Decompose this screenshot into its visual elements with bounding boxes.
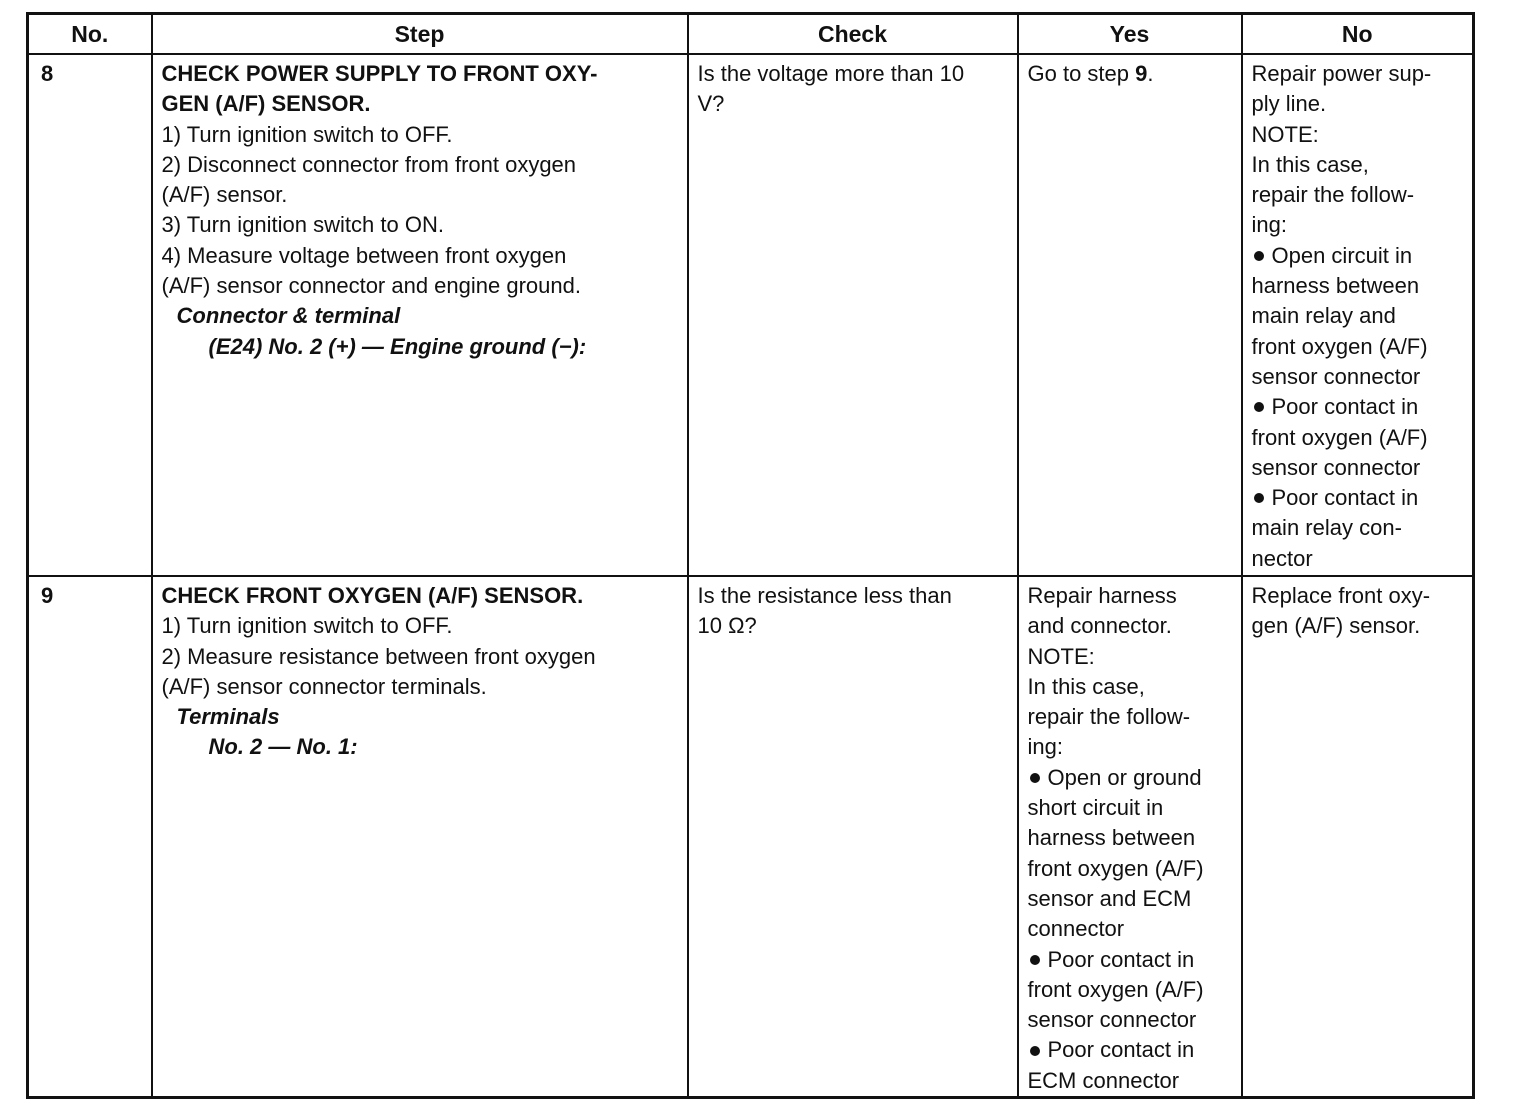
bullet-text: Poor contact in — [1271, 394, 1419, 420]
step-instruction: 3) Turn ignition switch to ON. — [161, 212, 444, 238]
yes-cell — [1018, 576, 1242, 1098]
header-step: Step — [152, 14, 688, 55]
yes-text: NOTE: — [1027, 643, 1095, 669]
yes-text: repair the follow- — [1027, 704, 1191, 730]
bullet-item — [1028, 945, 1233, 975]
table-row — [28, 576, 1474, 1098]
spec-label: Connector & terminal — [176, 303, 401, 329]
step-instruction: 4) Measure voltage between front oxygen — [161, 242, 567, 268]
bullet-text: connector — [1027, 916, 1125, 942]
step-cell — [152, 576, 688, 1098]
step-number: 9 — [41, 583, 54, 608]
diagnostic-table — [26, 12, 1475, 1099]
step-title: GEN (A/F) SENSOR. — [161, 91, 371, 117]
no-cell — [1242, 54, 1474, 576]
step-instruction: (A/F) sensor. — [161, 182, 288, 208]
yes-suffix: . — [1147, 61, 1154, 86]
table-header-row — [28, 14, 1474, 55]
spec-label: Terminals — [176, 704, 280, 730]
bullet-text: Open or ground — [1047, 764, 1202, 790]
bullet-text: sensor connector — [1027, 1007, 1197, 1033]
yes-text: Repair harness — [1027, 583, 1177, 608]
yes-step-ref: 9 — [1135, 61, 1148, 86]
bullet-text: main relay and — [1251, 303, 1396, 329]
step-instruction: 2) Disconnect connector from front oxygen — [161, 151, 577, 177]
check-cell — [688, 54, 1018, 576]
bullet-text: harness between — [1027, 825, 1196, 851]
bullet-text: short circuit in — [1027, 795, 1164, 821]
check-text: Is the voltage more than 10 — [697, 61, 965, 86]
check-text: 10 Ω? — [697, 613, 757, 639]
bullet-text: front oxygen (A/F) — [1251, 424, 1428, 450]
yes-text: ing: — [1027, 734, 1063, 760]
no-text: In this case, — [1251, 151, 1369, 177]
header-check: Check — [688, 14, 1018, 55]
no-text: NOTE: — [1251, 121, 1319, 147]
step-instruction: 1) Turn ignition switch to OFF. — [161, 121, 453, 147]
bullet-text: front oxygen (A/F) — [1027, 855, 1204, 881]
yes-text: In this case, — [1027, 673, 1145, 699]
bullet-text: front oxygen (A/F) — [1027, 976, 1204, 1002]
step-instruction: (A/F) sensor connector and engine ground. — [161, 273, 581, 299]
bullet-text: sensor connector — [1251, 454, 1421, 480]
yes-text: and connector. — [1027, 613, 1172, 639]
no-text: ing: — [1251, 212, 1287, 238]
yes-cell — [1018, 54, 1242, 576]
check-text: V? — [697, 91, 725, 117]
bullet-text: Poor contact in — [1047, 946, 1195, 972]
step-instruction: (A/F) sensor connector terminals. — [161, 673, 487, 699]
bullet-item — [1252, 392, 1465, 422]
bullet-item — [1252, 241, 1465, 271]
step-title: CHECK POWER SUPPLY TO FRONT OXY- — [161, 61, 598, 86]
no-text: repair the follow- — [1251, 182, 1415, 208]
table-row — [28, 54, 1474, 576]
bullet-text: ECM connector — [1027, 1067, 1180, 1093]
header-no-result: No — [1242, 14, 1474, 55]
bullet-icon — [1030, 955, 1040, 965]
step-instruction: 2) Measure resistance between front oxygen — [161, 643, 596, 669]
check-cell — [688, 576, 1018, 1098]
bullet-text: Poor contact in — [1271, 485, 1419, 511]
no-cell — [1242, 576, 1474, 1098]
bullet-icon — [1030, 773, 1040, 783]
bullet-item — [1252, 483, 1465, 513]
no-text: Replace front oxy- — [1251, 583, 1431, 608]
bullet-text: sensor and ECM — [1027, 885, 1192, 911]
bullet-text: front oxygen (A/F) — [1251, 333, 1428, 359]
no-text: gen (A/F) sensor. — [1251, 613, 1421, 639]
step-title: CHECK FRONT OXYGEN (A/F) SENSOR. — [161, 583, 584, 608]
bullet-icon — [1254, 251, 1264, 261]
check-text: Is the resistance less than — [697, 583, 952, 608]
no-text: Repair power sup- — [1251, 61, 1432, 86]
bullet-icon — [1030, 1046, 1040, 1056]
bullet-text: Poor contact in — [1047, 1037, 1195, 1063]
header-no: No. — [28, 14, 152, 55]
spec-value: No. 2 — No. 1: — [208, 734, 358, 760]
step-number: 8 — [41, 61, 54, 86]
step-cell — [152, 54, 688, 576]
step-number-cell — [28, 54, 152, 576]
step-instruction: 1) Turn ignition switch to OFF. — [161, 613, 453, 639]
yes-prefix: Go to step — [1027, 61, 1136, 86]
bullet-text: main relay con- — [1251, 515, 1402, 541]
bullet-icon — [1254, 493, 1264, 503]
bullet-text: nector — [1251, 545, 1313, 571]
bullet-text: sensor connector — [1251, 363, 1421, 389]
spec-value: (E24) No. 2 (+) — Engine ground (−): — [208, 333, 587, 359]
bullet-text: harness between — [1251, 273, 1420, 299]
yes-text — [1028, 59, 1233, 89]
bullet-text: Open circuit in — [1271, 242, 1413, 268]
step-number-cell — [28, 576, 152, 1098]
no-text: ply line. — [1251, 91, 1327, 117]
bullet-item — [1028, 763, 1233, 793]
bullet-item — [1028, 1035, 1233, 1065]
header-yes: Yes — [1018, 14, 1242, 55]
bullet-icon — [1254, 402, 1264, 412]
